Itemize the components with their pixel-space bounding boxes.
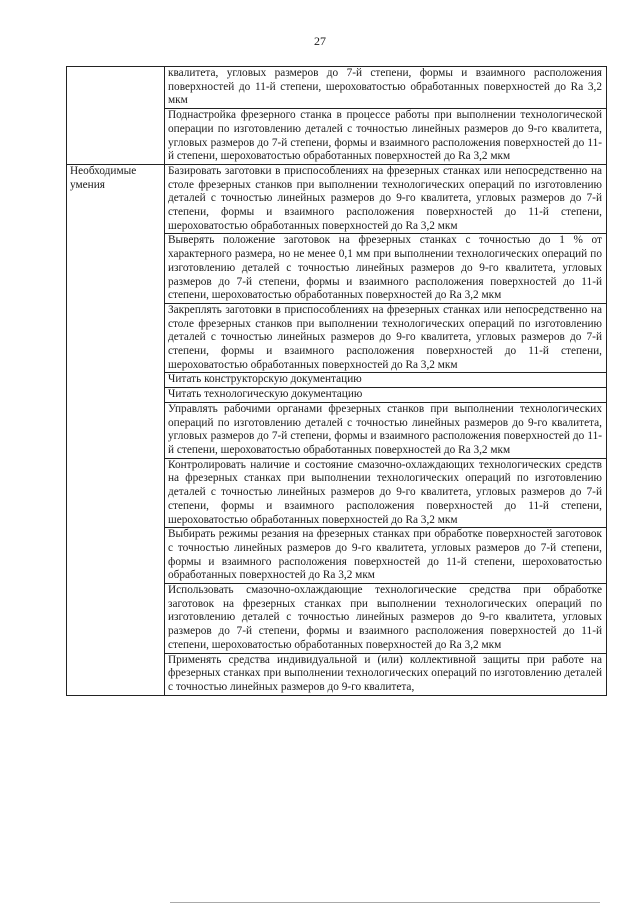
table-cell: Поднастройка фрезерного станка в процессе работы при выполнении технологической операции по изготовлению деталей с точностью линейных размеров до 9-го квалитета, угловых размеров до 7-й степени, формы и взаимного расположения поверхностей до 11-й степени, шероховатостью обработанных поверхностей до Ra 3,2 мкм	[165, 109, 607, 165]
table-cell: Выверять положение заготовок на фрезерных станках с точностью до 1 % от характерного размера, но не менее 0,1 мм при выполнении технологических операций по изготовлению деталей с точностью линейных размеров до 9-го квалитета, угловых размеров до 7-й степени, формы и взаимного расположения поверхностей до 11-й степени, шероховатостью обработанных поверхностей до Ra 3,2 мкм	[165, 234, 607, 304]
table-cell: Управлять рабочими органами фрезерных станков при выполнении технологических операций по изготовлению деталей с точностью линейных размеров до 9-го квалитета, угловых размеров до 7-й степени, формы и взаимного расположения поверхностей до 11-й степени, шероховатостью обработанных поверхностей до Ra 3,2 мкм	[165, 402, 607, 458]
table-cell: Использовать смазочно-охлаждающие технологические средства при обработке заготовок на фрезерных станках при выполнении технологических операций по изготовлению деталей с точностью линейных размеров до 9-го квалитета, угловых размеров до 7-й степени, формы и взаимного расположения поверхностей до 11-й степени, шероховатостью обработанных поверхностей до Ra 3,2 мкм	[165, 584, 607, 654]
table-cell: Контролировать наличие и состояние смазочно-охлаждающих технологических средств на фрезерных станках при выполнении технологических операций по изготовлению деталей с точностью линейных размеров до 9-го квалитета, угловых размеров до 7-й степени, формы и взаимного расположения поверхностей до 11-й степени, шероховатостью обработанных поверхностей до Ra 3,2 мкм	[165, 458, 607, 528]
table-cell: Выбирать режимы резания на фрезерных станках при обработке поверхностей заготовок с точностью линейных размеров до 9-го квалитета, угловых размеров до 7-й степени, формы и взаимного расположения поверхностей до 11-й степени, шероховатостью обработанных поверхностей до Ra 3,2 мкм	[165, 528, 607, 584]
empty-label-cell	[67, 67, 165, 165]
table-cell: квалитета, угловых размеров до 7-й степени, формы и взаимного расположения поверхностей до 11-й степени, шероховатостью обработанных поверхностей до Ra 3,2 мкм	[165, 67, 607, 109]
skills-table	[66, 66, 607, 696]
table-row	[67, 67, 607, 109]
table-cell: Применять средства индивидуальной и (или) коллективной защиты при работе на фрезерных станках при выполнении технологических операций по изготовлению деталей с точностью линейных размеров до 9-го квалитета,	[165, 653, 607, 695]
section-label: Необходимые умения	[67, 164, 165, 695]
page-number: 27	[314, 34, 326, 48]
table-cell: Читать технологическую документацию	[165, 388, 607, 403]
table-row	[67, 164, 607, 234]
table-cell: Закреплять заготовки в приспособлениях на фрезерных станках или непосредственно на столе фрезерных станков при выполнении технологических операций по изготовлению деталей с точностью линейных размеров до 9-го квалитета, угловых размеров до 7-й степени, формы и взаимного расположения поверхностей до 11-й степени, шероховатостью обработанных поверхностей до Ra 3,2 мкм	[165, 303, 607, 373]
table-cell: Базировать заготовки в приспособлениях на фрезерных станках или непосредственно на столе фрезерных станков при выполнении технологических операций по изготовлению деталей с точностью линейных размеров до 9-го квалитета, угловых размеров до 7-й степени, формы и взаимного расположения поверхностей до 11-й степени, шероховатостью обработанных поверхностей до Ra 3,2 мкм	[165, 164, 607, 234]
table-cell: Читать конструкторскую документацию	[165, 373, 607, 388]
page-bottom-edge	[170, 902, 600, 903]
